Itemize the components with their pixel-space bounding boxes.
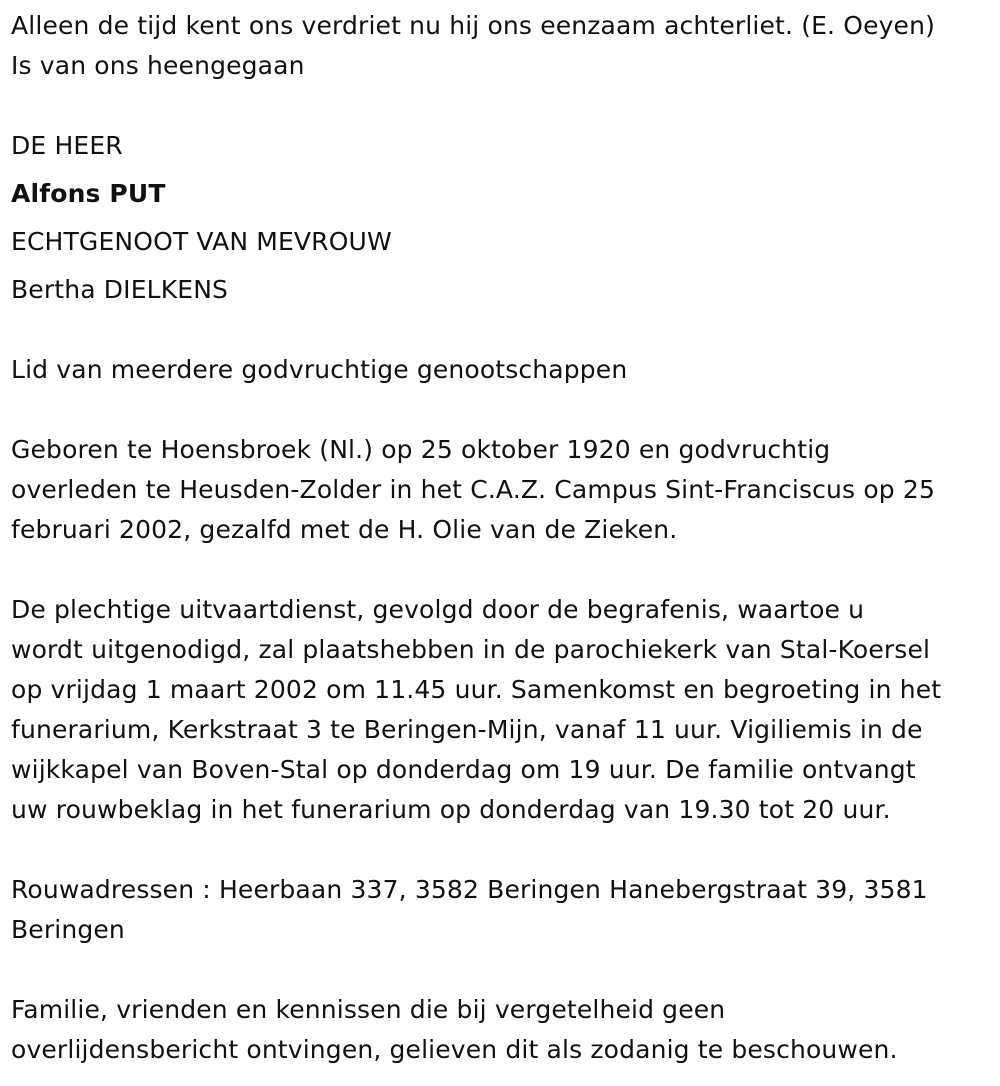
spacer (11, 950, 991, 990)
closing-line: overlijdensbericht ontvingen, gelieven dit als zodanig te beschouwen. (11, 1035, 898, 1064)
spacer (11, 550, 991, 590)
closing-paragraph (11, 990, 991, 1070)
funeral-line: uw rouwbeklag in het funerarium op donderdag van 19.30 tot 20 uur. (11, 795, 891, 824)
closing-line: Familie, vrienden en kennissen die bij vergetelheid geen (11, 995, 726, 1024)
membership-line: Lid van meerdere godvruchtige genootschappen (11, 355, 628, 384)
funeral-line: De plechtige uitvaartdienst, gevolgd door de begrafenis, waartoe u (11, 595, 865, 624)
spouse-label: ECHTGENOOT VAN MEVROUW (11, 227, 392, 256)
funeral-line: op vrijdag 1 maart 2002 om 11.45 uur. Samenkomst en begroeting in het (11, 675, 942, 704)
address-line: Beringen (11, 915, 125, 944)
spouse-name: Bertha DIELKENS (11, 275, 229, 304)
quote-line: Alleen de tijd kent ons verdriet nu hij ons eenzaam achterliet. (E. Oeyen) (11, 11, 935, 40)
spacer (11, 390, 991, 430)
funeral-line: wordt uitgenodigd, zal plaatshebben in de parochiekerk van Stal-Koersel (11, 635, 931, 664)
deceased-name: Alfons PUT (11, 179, 166, 208)
birth-death-line: februari 2002, gezalfd met de H. Olie van de Zieken. (11, 515, 678, 544)
spacer (11, 830, 991, 870)
funeral-line: wijkkapel van Boven-Stal op donderdag om 19 uur. De familie ontvangt (11, 755, 916, 784)
spacer (11, 214, 991, 222)
addresses-paragraph (11, 870, 991, 950)
spacer (11, 86, 991, 126)
spacer (11, 262, 991, 270)
spacer (11, 310, 991, 350)
obituary-notice (11, 6, 991, 1070)
intro-line: Is van ons heengegaan (11, 51, 305, 80)
birth-death-paragraph (11, 430, 991, 550)
funeral-line: funerarium, Kerkstraat 3 te Beringen-Mijn, vanaf 11 uur. Vigiliemis in de (11, 715, 923, 744)
birth-death-line: overleden te Heusden-Zolder in het C.A.Z. Campus Sint-Franciscus op 25 (11, 475, 936, 504)
funeral-paragraph (11, 590, 991, 830)
birth-death-line: Geboren te Hoensbroek (Nl.) op 25 oktober 1920 en godvruchtig (11, 435, 831, 464)
honorific-title: DE HEER (11, 131, 123, 160)
address-line: Rouwadressen : Heerbaan 337, 3582 Beringen Hanebergstraat 39, 3581 (11, 875, 928, 904)
spacer (11, 166, 991, 174)
